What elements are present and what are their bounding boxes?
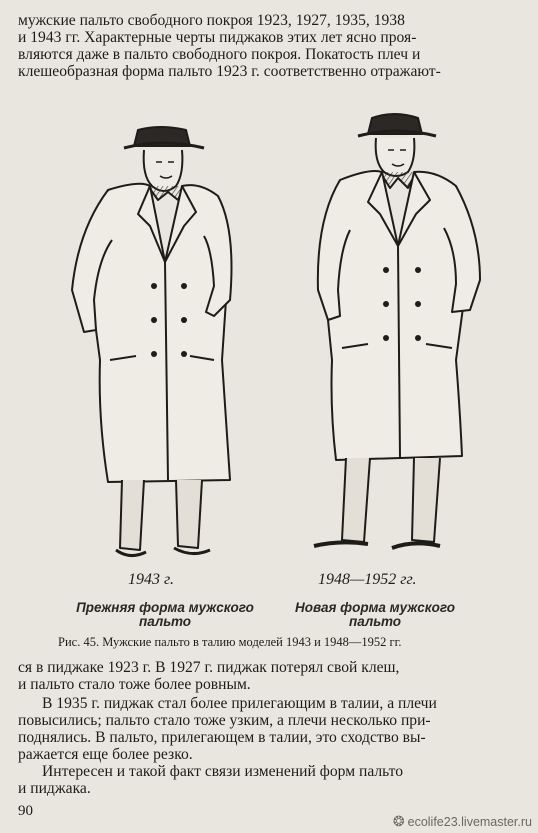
text-line: ражается еще более резко.: [18, 746, 193, 763]
text-line: В 1935 г. пиджак стал более прилегающим в талии, а плечи: [42, 695, 437, 712]
text-line: вляются даже в пальто свободного покроя. Покатость плеч и: [18, 46, 421, 63]
figure-caption-right: [280, 601, 470, 629]
coat-illustration: [0, 100, 538, 570]
text-line: и 1943 гг. Характерные черты пиджаков этих лет ясно проя-: [18, 29, 417, 46]
paragraph-3: [18, 763, 518, 797]
caption-line: Новая форма мужского: [295, 600, 455, 615]
figure-year-left: 1943 г.: [128, 571, 175, 588]
paragraph-2: [18, 695, 518, 763]
text-line: Интересен и такой факт связи изменений форм пальто: [42, 763, 404, 780]
caption-line: пальто: [138, 614, 192, 629]
paragraph-1: [18, 659, 518, 693]
page-number: 90: [18, 803, 33, 819]
coat-figure-1948-1952: [314, 114, 480, 548]
figure-year-right: 1948—1952 гг.: [318, 571, 417, 588]
text-line: мужские пальто свободного покроя 1923, 1927, 1935, 1938: [18, 12, 405, 29]
text-line: клешеобразная форма пальто 1923 г. соответственно отражают-: [18, 63, 441, 80]
watermark: [393, 813, 532, 830]
coat-figure-1943: [72, 127, 232, 556]
text-line: повысились; пальто стало тоже узким, а плечи несколько при-: [18, 712, 431, 729]
caption-line: пальто: [348, 614, 402, 629]
top-paragraph: [18, 12, 518, 80]
figure-caption: Рис. 45. Мужские пальто в талию моделей 1943 и 1948—1952 гг.: [58, 635, 402, 649]
figure-caption-left: [70, 601, 260, 629]
text-line: и пиджака.: [18, 780, 91, 797]
swirl-icon: ❂: [392, 813, 405, 829]
watermark-text: ecolife23.livemaster.ru: [407, 815, 532, 829]
text-line: поднялись. В пальто, прилегающем в талии, это сходство вы-: [18, 729, 426, 746]
caption-line: Прежняя форма мужского: [76, 600, 254, 615]
text-line: и пальто стало тоже более ровным.: [18, 676, 251, 693]
text-line: ся в пиджаке 1923 г. В 1927 г. пиджак потерял свой клеш,: [18, 659, 400, 676]
